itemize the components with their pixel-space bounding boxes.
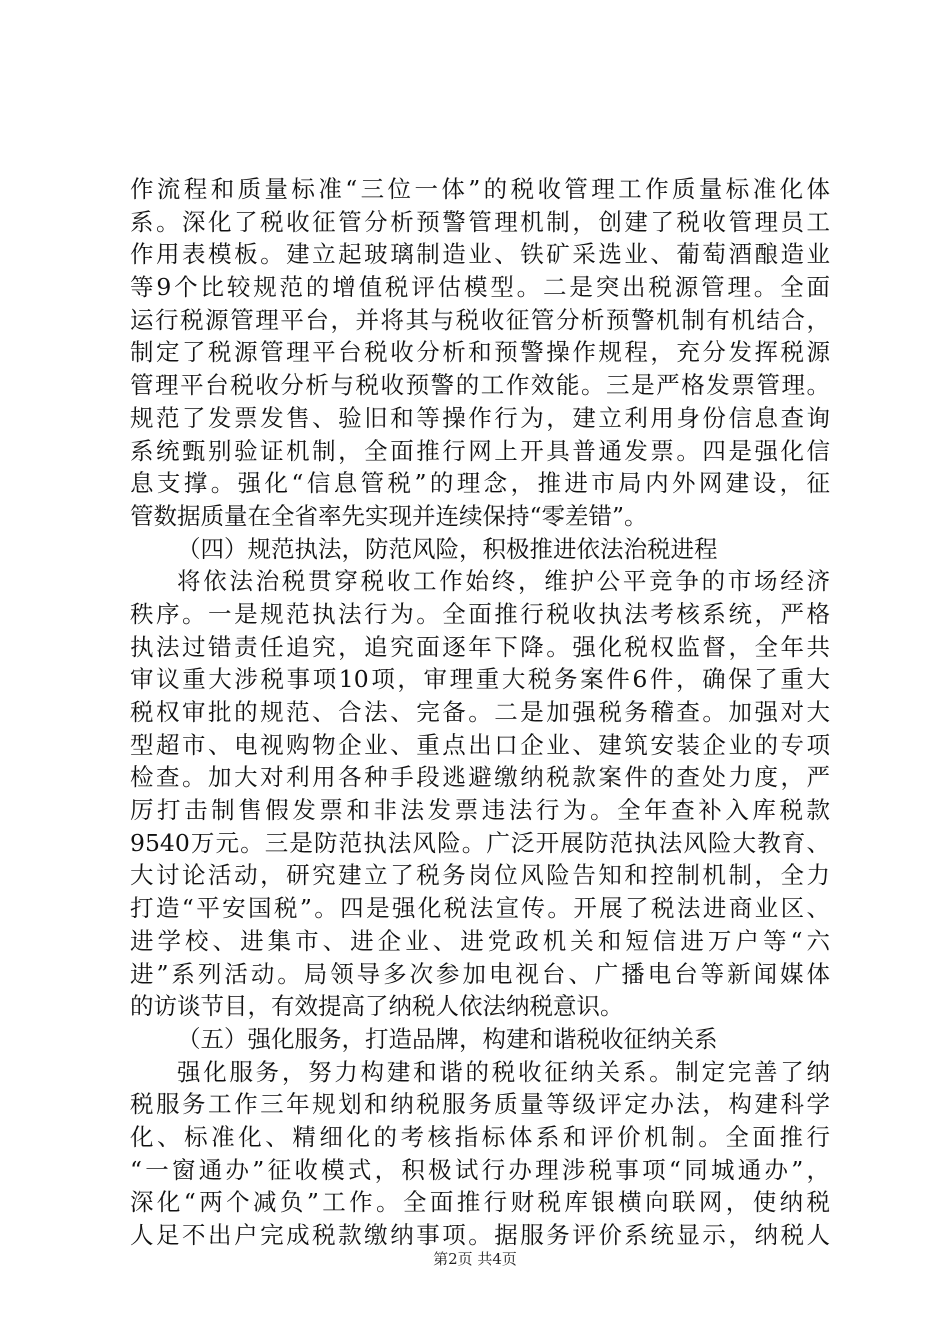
page-number: 第2页 共4页 [433,1250,517,1268]
text-line: 系。深化了税收征管分析预警管理机制，创建了税收管理员工 [130,207,830,236]
text-line: 运行税源管理平台，并将其与税收征管分析预警机制有机结合， [130,305,830,334]
page-footer [0,1248,950,1269]
text-line: 息支撑。强化“信息管税”的理念，推进市局内外网建设，征 [130,469,830,498]
text-line: 秩序。一是规范执法行为。全面推行税收执法考核系统，严格 [130,599,830,628]
text-line: 等9个比较规范的增值税评估模型。二是突出税源管理。全面 [130,273,830,302]
text-line: “一窗通办”征收模式，积极试行办理涉税事项“同城通办”， [130,1155,830,1184]
text-line: 人足不出户完成税款缴纳事项。据服务评价系统显示，纳税人 [130,1221,830,1249]
document-body [130,173,830,1252]
text-line: 化、标准化、精细化的考核指标体系和评价机制。全面推行 [130,1122,830,1151]
text-line: 税权审批的规范、合法、完备。二是加强税务稽查。加强对大 [130,698,830,726]
text-line: 制定了税源管理平台税收分析和预警操作规程，充分发挥税源 [130,338,830,367]
text-line: 管数据质量在全省率先实现并连续保持“零差错”。 [130,501,648,530]
text-line: 进学校、进集市、进企业、进党政机关和短信进万户等“六 [130,926,830,955]
text-line: 强化服务，努力构建和谐的税收征纳关系。制定完善了纳 [177,1057,830,1086]
text-line: 作流程和质量标准“三位一体”的税收管理工作质量标准化体 [130,175,830,203]
text-line: 审议重大涉税事项10项，审理重大税务案件6件，确保了重大 [130,665,830,694]
text-line: 大讨论活动，研究建立了税务岗位风险告知和控制机制，全力 [130,861,830,890]
text-line: 型超市、电视购物企业、重点出口企业、建筑安装企业的专项 [130,730,830,759]
text-line: 系统甄别验证机制，全面推行网上开具普通发票。四是强化信 [130,436,830,465]
text-line: 的访谈节目，有效提高了纳税人依法纳税意识。 [130,992,624,1021]
text-line: 执法过错责任追究，追究面逐年下降。强化税权监督，全年共 [130,632,830,661]
text-line: 将依法治税贯穿税收工作始终，维护公平竞争的市场经济 [177,567,830,596]
text-line: 管理平台税收分析与税收预警的工作效能。三是严格发票管理。 [130,371,830,400]
section-heading-5: （五）强化服务，打造品牌，构建和谐税收征纳关系 [177,1024,718,1053]
text-line: 进”系列活动。局领导多次参加电视台、广播电台等新闻媒体 [130,959,830,988]
text-line: 深化“两个减负”工作。全面推行财税库银横向联网，使纳税 [130,1188,830,1217]
text-line: 厉打击制售假发票和非法发票违法行为。全年查补入库税款 [130,796,830,825]
section-heading-4: （四）规范执法，防范风险，积极推进依法治税进程 [177,534,718,563]
text-line: 检查。加大对利用各种手段逃避缴纳税款案件的查处力度，严 [130,763,830,792]
text-line: 9540万元。三是防范执法风险。广泛开展防范执法风险大教育、 [130,828,830,857]
text-line: 打造“平安国税”。四是强化税法宣传。开展了税法进商业区、 [130,894,830,923]
text-line: 规范了发票发售、验旧和等操作行为，建立利用身份信息查询 [130,403,830,432]
text-line: 作用表模板。建立起玻璃制造业、铁矿采选业、葡萄酒酿造业 [130,240,830,269]
text-line: 税服务工作三年规划和纳税服务质量等级评定办法，构建科学 [130,1090,830,1119]
